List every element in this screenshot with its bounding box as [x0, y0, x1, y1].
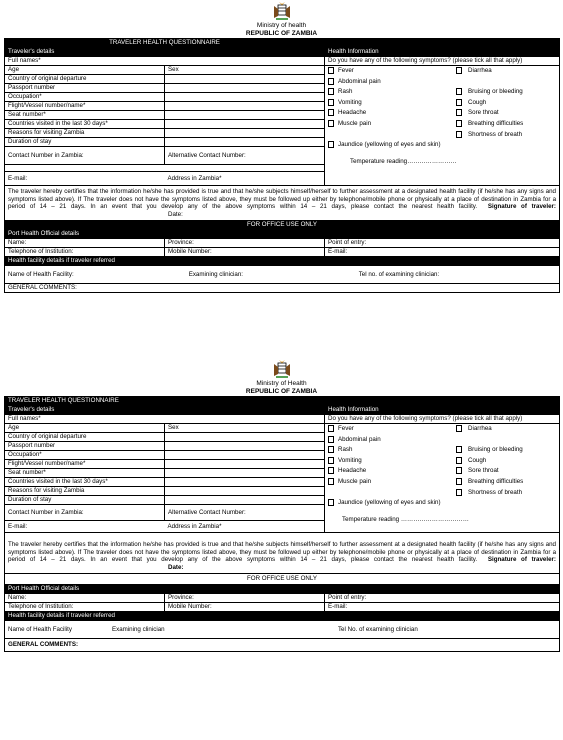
comments-field[interactable]: GENERAL COMMENTS:: [5, 284, 560, 293]
contact-field[interactable]: Contact Number in Zambia:: [5, 505, 165, 521]
muscle-checkbox[interactable]: [328, 120, 334, 127]
reasons-input[interactable]: [165, 487, 325, 496]
diarrhea-checkbox[interactable]: [456, 425, 462, 432]
examining-field[interactable]: Examining clinician:: [188, 270, 244, 278]
facility-heading: Health facility details if traveler referred: [5, 612, 560, 621]
email-field[interactable]: E-mail:: [5, 172, 165, 186]
country-input[interactable]: [165, 75, 325, 84]
alt-contact-field[interactable]: Alternative Contact Number:: [165, 505, 325, 521]
countries-input[interactable]: [165, 120, 325, 129]
header-2: [4, 358, 559, 396]
travelers-details-heading: Traveler's details: [5, 406, 325, 415]
seat-field[interactable]: Seat number*: [5, 469, 165, 478]
facility-name-field[interactable]: Name of Health Facility: [8, 625, 72, 633]
sex-field[interactable]: Sex: [165, 66, 325, 75]
province-field[interactable]: Province:: [165, 594, 325, 603]
headache-checkbox[interactable]: [328, 109, 334, 116]
bruising-checkbox[interactable]: [456, 446, 462, 453]
fever-label: Fever: [338, 67, 354, 74]
date-label[interactable]: Date:: [168, 210, 183, 218]
point-of-entry-field[interactable]: Point of entry:: [325, 239, 560, 248]
flight-field[interactable]: Flight/Vessel number/name*: [5, 460, 165, 469]
facility-heading: Health facility details if traveler referred: [5, 257, 560, 266]
passport-field[interactable]: Passport number: [5, 442, 165, 451]
jaundice-checkbox[interactable]: [328, 141, 334, 148]
certification-body: The traveler hereby certifies that the information he/she has provided is true and that he/she subjects himself/herself to further assessment at a designated health facility (if he/she has any signs and symptoms listed above). If The traveler does not have the symptoms listed above, they must be followed up either by telephone/mobile phone or physically at a place of destination in Zambia for a period of 14 – 21 days. In an event that you develop any of the above symptoms within 14 – 21 days, please contact the nearest health facility.: [8, 188, 557, 211]
fever-checkbox[interactable]: [328, 425, 334, 432]
flight-field[interactable]: Flight/Vessel number/name*: [5, 102, 165, 111]
coat-of-arms-icon: [271, 358, 293, 380]
cough-checkbox[interactable]: [456, 457, 462, 464]
passport-input[interactable]: [165, 84, 325, 93]
questionnaire-form-1: [4, 0, 559, 293]
certification-body: The traveler hereby certifies that the information he/she has provided is true and that he/she subjects himself/herself to further assessment at a designated health facility (if he/she has any signs and symptoms listed above). If The traveler does not have the symptoms listed above, they must be followed up either by telephone/mobile phone or physically at a place of destination in Zambia for a period of 14 – 21 days. In an event that you develop any of the above symptoms within 14 – 21 days, please contact the nearest health facility.: [8, 541, 557, 564]
muscle-label: Muscle pain: [338, 477, 372, 485]
vomiting-label: Vomiting: [338, 456, 362, 464]
rash-label: Rash: [338, 446, 353, 454]
vomiting-label: Vomiting: [338, 98, 362, 106]
abdominal-label: Abdominal pain: [338, 435, 381, 443]
muscle-checkbox[interactable]: [328, 478, 334, 485]
flight-input[interactable]: [165, 102, 325, 111]
seat-input[interactable]: [165, 469, 325, 478]
ministry-label: Ministry of Health: [256, 380, 307, 387]
official-name-field[interactable]: Name:: [5, 239, 165, 248]
rash-checkbox[interactable]: [328, 88, 334, 95]
province-field[interactable]: Province:: [165, 239, 325, 248]
comments-field[interactable]: GENERAL COMMENTS:: [5, 639, 560, 652]
certification-text: [5, 533, 560, 574]
duration-input[interactable]: [165, 138, 325, 147]
seat-input[interactable]: [165, 111, 325, 120]
headache-label: Headache: [338, 467, 367, 475]
seat-field[interactable]: Seat number*: [5, 111, 165, 120]
office-use-heading: FOR OFFICE USE ONLY: [5, 221, 560, 230]
facility-row: [5, 266, 560, 284]
form-title: TRAVELER HEALTH QUESTIONNAIRE: [5, 39, 325, 48]
republic-label: REPUBLIC OF ZAMBIA: [245, 388, 318, 395]
certification-text: [5, 186, 560, 221]
symptom-list: [325, 66, 560, 186]
diarrhea-checkbox[interactable]: [456, 67, 462, 74]
abdominal-checkbox[interactable]: [328, 436, 334, 443]
occupation-input[interactable]: [165, 93, 325, 102]
header: [4, 0, 559, 38]
full-names-field[interactable]: Full names*: [5, 57, 325, 66]
shortness-checkbox[interactable]: [456, 131, 462, 138]
contact-field[interactable]: Contact Number in Zambia:: [5, 147, 165, 165]
examining-field[interactable]: Examining clinician: [111, 625, 165, 633]
reasons-input[interactable]: [165, 129, 325, 138]
passport-input[interactable]: [165, 442, 325, 451]
full-names-field[interactable]: Full names*: [5, 415, 325, 424]
breathing-checkbox[interactable]: [456, 120, 462, 127]
official-email-field[interactable]: E-mail:: [325, 603, 560, 612]
duration-field[interactable]: Duration of stay: [5, 496, 165, 505]
country-input[interactable]: [165, 433, 325, 442]
jaundice-checkbox[interactable]: [328, 499, 334, 506]
health-info-heading: Health Information: [325, 397, 560, 415]
jaundice-label: Jaundice (yellowing of eyes and skin): [338, 499, 441, 507]
occupation-field[interactable]: Occupation*: [5, 451, 165, 460]
alt-contact-field[interactable]: Alternative Contact Number:: [165, 147, 325, 165]
headache-checkbox[interactable]: [328, 467, 334, 474]
occupation-input[interactable]: [165, 451, 325, 460]
countries-field[interactable]: Countries visited in the last 30 days*: [5, 478, 165, 487]
facility-name-field[interactable]: Name of Health Facility:: [8, 270, 74, 278]
bruising-checkbox[interactable]: [456, 88, 462, 95]
shortness-checkbox[interactable]: [456, 489, 462, 496]
fever-label: Fever: [338, 425, 354, 432]
cough-label: Cough: [468, 456, 487, 464]
spacer: [5, 165, 325, 172]
symptom-question: Do you have any of the following symptoms? (please tick all that apply): [325, 57, 560, 66]
reasons-field[interactable]: Reasons for visiting Zambia: [5, 487, 165, 496]
questionnaire-form-2: [4, 358, 559, 652]
date-label[interactable]: Date:: [168, 563, 184, 571]
port-official-heading: Port Health Official details: [5, 585, 560, 594]
questionnaire-table-2: [4, 396, 560, 652]
cough-label: Cough: [468, 98, 487, 106]
port-official-heading: Port Health Official details: [5, 230, 560, 239]
rash-checkbox[interactable]: [328, 446, 334, 453]
vomiting-checkbox[interactable]: [328, 457, 334, 464]
tel-examining-field[interactable]: Tel no. of examining clinician:: [358, 270, 440, 278]
breathing-label: Breathing difficulties: [468, 119, 524, 127]
coat-of-arms-icon: [271, 0, 293, 22]
sore-throat-label: Sore throat: [468, 109, 499, 117]
muscle-label: Muscle pain: [338, 119, 372, 127]
signature-label[interactable]: Signature of traveler:: [487, 203, 556, 211]
republic-label: REPUBLIC OF ZAMBIA: [245, 30, 318, 37]
signature-label[interactable]: Signature of traveler:: [487, 556, 556, 564]
temperature-reading[interactable]: Temperature reading……………………: [350, 157, 457, 165]
country-field[interactable]: Country of original departure: [5, 75, 165, 84]
abdominal-checkbox[interactable]: [328, 78, 334, 85]
headache-label: Headache: [338, 109, 367, 117]
flight-input[interactable]: [165, 460, 325, 469]
shortness-label: Shortness of breath: [468, 488, 523, 496]
countries-input[interactable]: [165, 478, 325, 487]
duration-input[interactable]: [165, 496, 325, 505]
bruising-label: Bruising or bleeding: [468, 446, 523, 454]
symptom-question: Do you have any of the following symptoms? (please tick all that apply): [325, 415, 560, 424]
country-field[interactable]: Country of original departure: [5, 433, 165, 442]
bruising-label: Bruising or bleeding: [468, 88, 523, 96]
abdominal-label: Abdominal pain: [338, 77, 381, 85]
health-info-heading: Health Information: [325, 39, 560, 57]
fever-checkbox[interactable]: [328, 67, 334, 74]
official-name-field[interactable]: Name:: [5, 594, 165, 603]
age-field[interactable]: Age: [5, 66, 165, 75]
diarrhea-label: Diarrhea: [468, 425, 492, 432]
age-field[interactable]: Age: [5, 424, 165, 433]
mobile-field[interactable]: Mobile Number:: [165, 248, 325, 257]
official-email-field[interactable]: E-mail:: [325, 248, 560, 257]
passport-field[interactable]: Passport number: [5, 84, 165, 93]
telephone-field[interactable]: Telephone of Institution:: [5, 248, 165, 257]
cough-checkbox[interactable]: [456, 99, 462, 106]
rash-label: Rash: [338, 88, 353, 96]
breathing-label: Breathing difficulties: [468, 477, 524, 485]
point-of-entry-field[interactable]: Point of entry:: [325, 594, 560, 603]
sex-field[interactable]: Sex: [165, 424, 325, 433]
shortness-label: Shortness of breath: [468, 130, 523, 138]
breathing-checkbox[interactable]: [456, 478, 462, 485]
email-field[interactable]: E-mail:: [5, 521, 165, 533]
temperature-reading[interactable]: Temperature reading ……………………………: [342, 515, 469, 523]
office-use-heading: FOR OFFICE USE ONLY: [5, 574, 560, 585]
tel-examining-field[interactable]: Tel No. of examining clinician: [337, 625, 418, 633]
sore-throat-checkbox[interactable]: [456, 109, 462, 116]
reasons-field[interactable]: Reasons for visiting Zambia: [5, 129, 165, 138]
countries-field[interactable]: Countries visited in the last 30 days*: [5, 120, 165, 129]
occupation-field[interactable]: Occupation*: [5, 93, 165, 102]
vomiting-checkbox[interactable]: [328, 99, 334, 106]
address-field[interactable]: Address in Zambia*: [165, 521, 325, 533]
sore-throat-checkbox[interactable]: [456, 467, 462, 474]
travelers-details-heading: Traveler's details: [5, 48, 325, 57]
facility-row: [5, 621, 560, 639]
questionnaire-table: [4, 38, 560, 293]
symptom-list: [325, 424, 560, 533]
sore-throat-label: Sore throat: [468, 467, 499, 475]
telephone-field[interactable]: Telephone of Institution:: [5, 603, 165, 612]
form-title: TRAVELER HEALTH QUESTIONNAIRE: [5, 397, 325, 406]
address-field[interactable]: Address in Zambia*: [165, 172, 325, 186]
duration-field[interactable]: Duration of stay: [5, 138, 165, 147]
ministry-label: Ministry of health: [256, 22, 307, 29]
jaundice-label: Jaundice (yellowing of eyes and skin): [338, 141, 441, 149]
mobile-field[interactable]: Mobile Number:: [165, 603, 325, 612]
diarrhea-label: Diarrhea: [468, 67, 492, 74]
